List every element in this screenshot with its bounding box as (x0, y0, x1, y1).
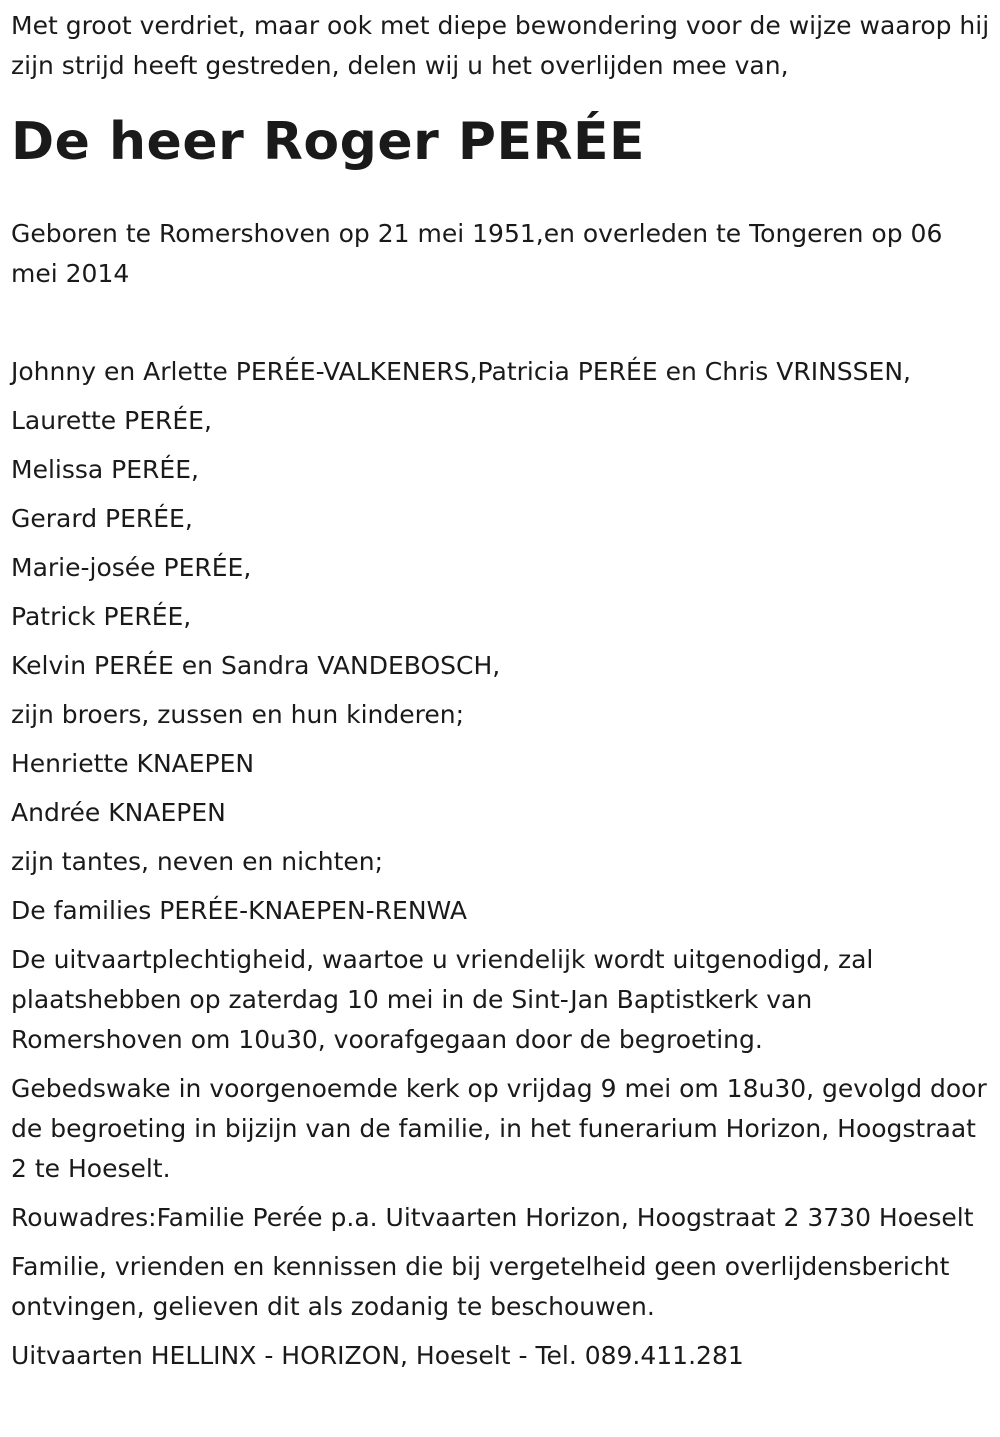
family-line: zijn broers, zussen en hun kinderen; (11, 700, 465, 729)
undertaker-info: Uitvaarten HELLINX - HORIZON, Hoeselt - Tel. 089.411.281 (11, 1341, 744, 1370)
family-line: Laurette PERÉE, (11, 406, 212, 435)
family-line: Gerard PERÉE, (11, 504, 193, 533)
funeral-info: De uitvaartplechtigheid, waartoe u vriendelijk wordt uitgenodigd, zal plaatshebben op zaterdag 10 mei in de Sint-Jan Baptistkerk van Romershoven om 10u30, voorafgegaan door de begroeting. (11, 945, 874, 1054)
family-line: Johnny en Arlette PERÉE-VALKENERS,Patricia PERÉE en Chris VRINSSEN, (11, 357, 911, 386)
spacer (11, 294, 991, 352)
family-line: zijn tantes, neven en nichten; (11, 847, 384, 876)
family-line: Kelvin PERÉE en Sandra VANDEBOSCH, (11, 651, 501, 680)
family-line: Patrick PERÉE, (11, 602, 192, 631)
deceased-name: De heer Roger PERÉE (11, 112, 646, 172)
family-line: Henriette KNAEPEN (11, 749, 255, 778)
obituary-notice (11, 0, 991, 1385)
family-list (11, 352, 991, 931)
birth-death-text: Geboren te Romershoven op 21 mei 1951,en overleden te Tongeren op 06 mei 2014 (11, 219, 943, 288)
vigil-info: Gebedswake in voorgenoemde kerk op vrijdag 9 mei om 18u30, gevolgd door de begroeting in bijzijn van de familie, in het funerarium Horizon, Hoogstraat 2 te Hoeselt. (11, 1074, 987, 1183)
intro-text: Met groot verdriet, maar ook met diepe bewondering voor de wijze waarop hij zijn strijd heeft gestreden, delen wij u het overlijden mee van, (11, 11, 990, 80)
family-line: De families PERÉE-KNAEPEN-RENWA (11, 896, 468, 925)
family-line: Andrée KNAEPEN (11, 798, 226, 827)
notice-text: Familie, vrienden en kennissen die bij vergetelheid geen overlijdensbericht ontvingen, gelieven dit als zodanig te beschouwen. (11, 1252, 950, 1321)
family-line: Melissa PERÉE, (11, 455, 199, 484)
mourning-address: Rouwadres:Familie Perée p.a. Uitvaarten Horizon, Hoogstraat 2 3730 Hoeselt (11, 1203, 974, 1232)
family-line: Marie-josée PERÉE, (11, 553, 252, 582)
